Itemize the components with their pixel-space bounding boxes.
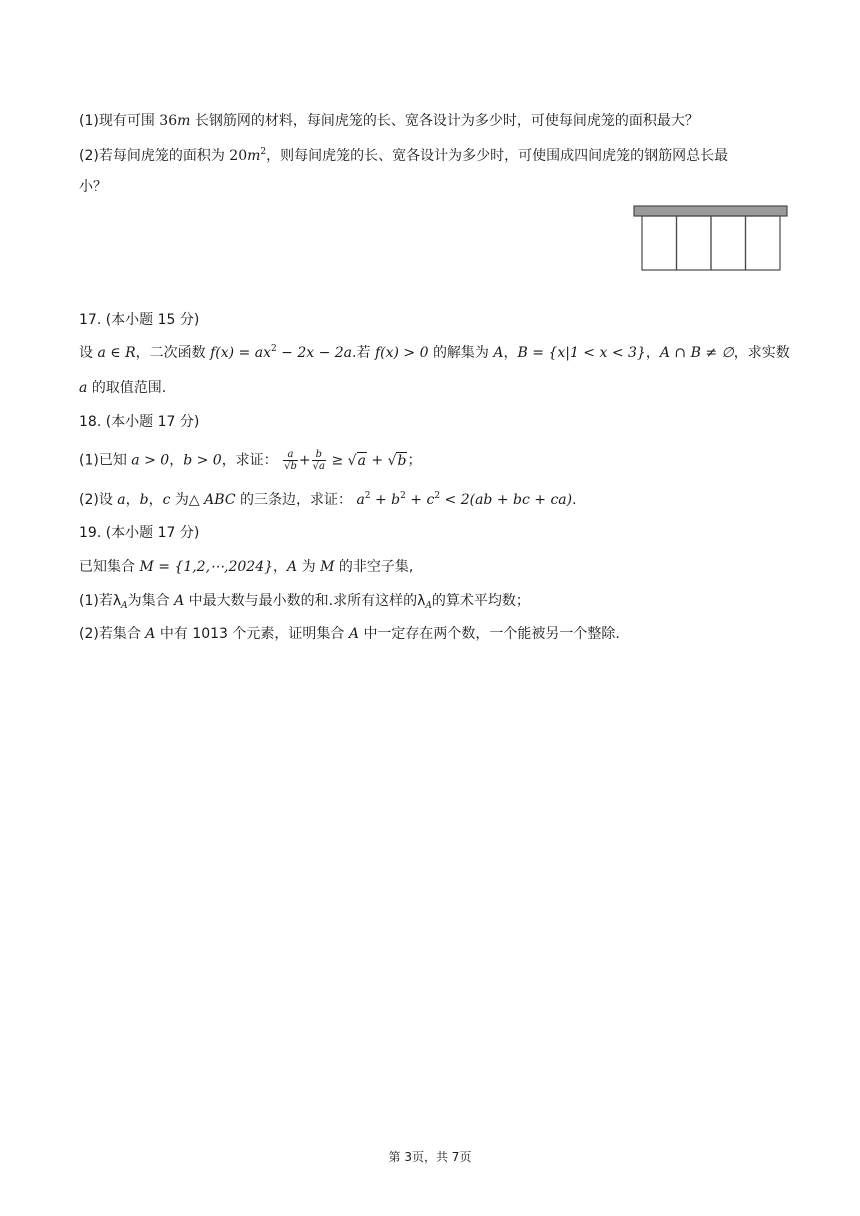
q19-header: 19. (本小题 17 分) [79, 525, 200, 541]
q19-part2: (2)若集合 A 中有 1013 个元素，证明集合 A 中一定存在两个数，一个能被另一个整除. [79, 626, 620, 642]
q18-part2: (2)设 a，b，c 为△ ABC 的三条边，求证： $a^2 + b^2 + c^2 < 2(ab$ + bc + ca). [79, 491, 577, 508]
sqrt-b: √b [387, 452, 407, 469]
q16-part1: (1)现有可围 36m 长钢筋网的材料，每间虎笼的长、宽各设计为多少时，可使每间虎笼的面积最大？ [79, 113, 699, 129]
q19-intro: 已知集合 M = {1,2,⋯,2024}，A 为 M 的非空子集, [79, 559, 414, 575]
q17-line2: a 的取值范围. [79, 380, 167, 396]
sqrt-a: √a [347, 452, 366, 469]
q16-part2: (2)若每间虎笼的面积为 $20m^2$，则每间虎笼的长、宽各设计为多少时，可使围成四间虎笼的钢筋网总长最 [79, 147, 729, 164]
cage-cell [711, 216, 746, 270]
q18-header: 18. (本小题 17 分) [79, 414, 200, 430]
fraction-a-over-sqrt-b: $\frac{a}{√b}$ [284, 449, 297, 472]
cage-cell [642, 216, 677, 270]
q18-part1: (1)已知 a > 0，b > 0，求证： $\frac{a}{√b}$ + $\frac{b}{√a}$ ≥ √a + √b； [79, 449, 422, 472]
tiger-cage-diagram [633, 205, 789, 273]
cage-cell [677, 216, 712, 270]
cage-cell [746, 216, 781, 270]
q19-part1: (1)若$\lambda_A$为集合 A 中最大数与最小数的和.求所有这样的$\lambda_A$的算术平均数； [79, 593, 530, 611]
cage-wall-top [634, 206, 787, 216]
fraction-b-over-sqrt-a: $\frac{b}{√a}$ [312, 449, 325, 472]
page-footer: 第 3页，共 7页 [388, 1150, 472, 1164]
q17-header: 17. (本小题 15 分) [79, 312, 200, 328]
q17-line1: 设 a ∈ R，二次函数 $f(x) = ax^2 - 2x - 2a$.若 f(x) > 0 的解集为 A，B = {x|1 < x < 3}，A ∩ B ≠ ∅，求实数 [79, 344, 790, 361]
q16-part2-continuation: 小？ [79, 179, 107, 195]
